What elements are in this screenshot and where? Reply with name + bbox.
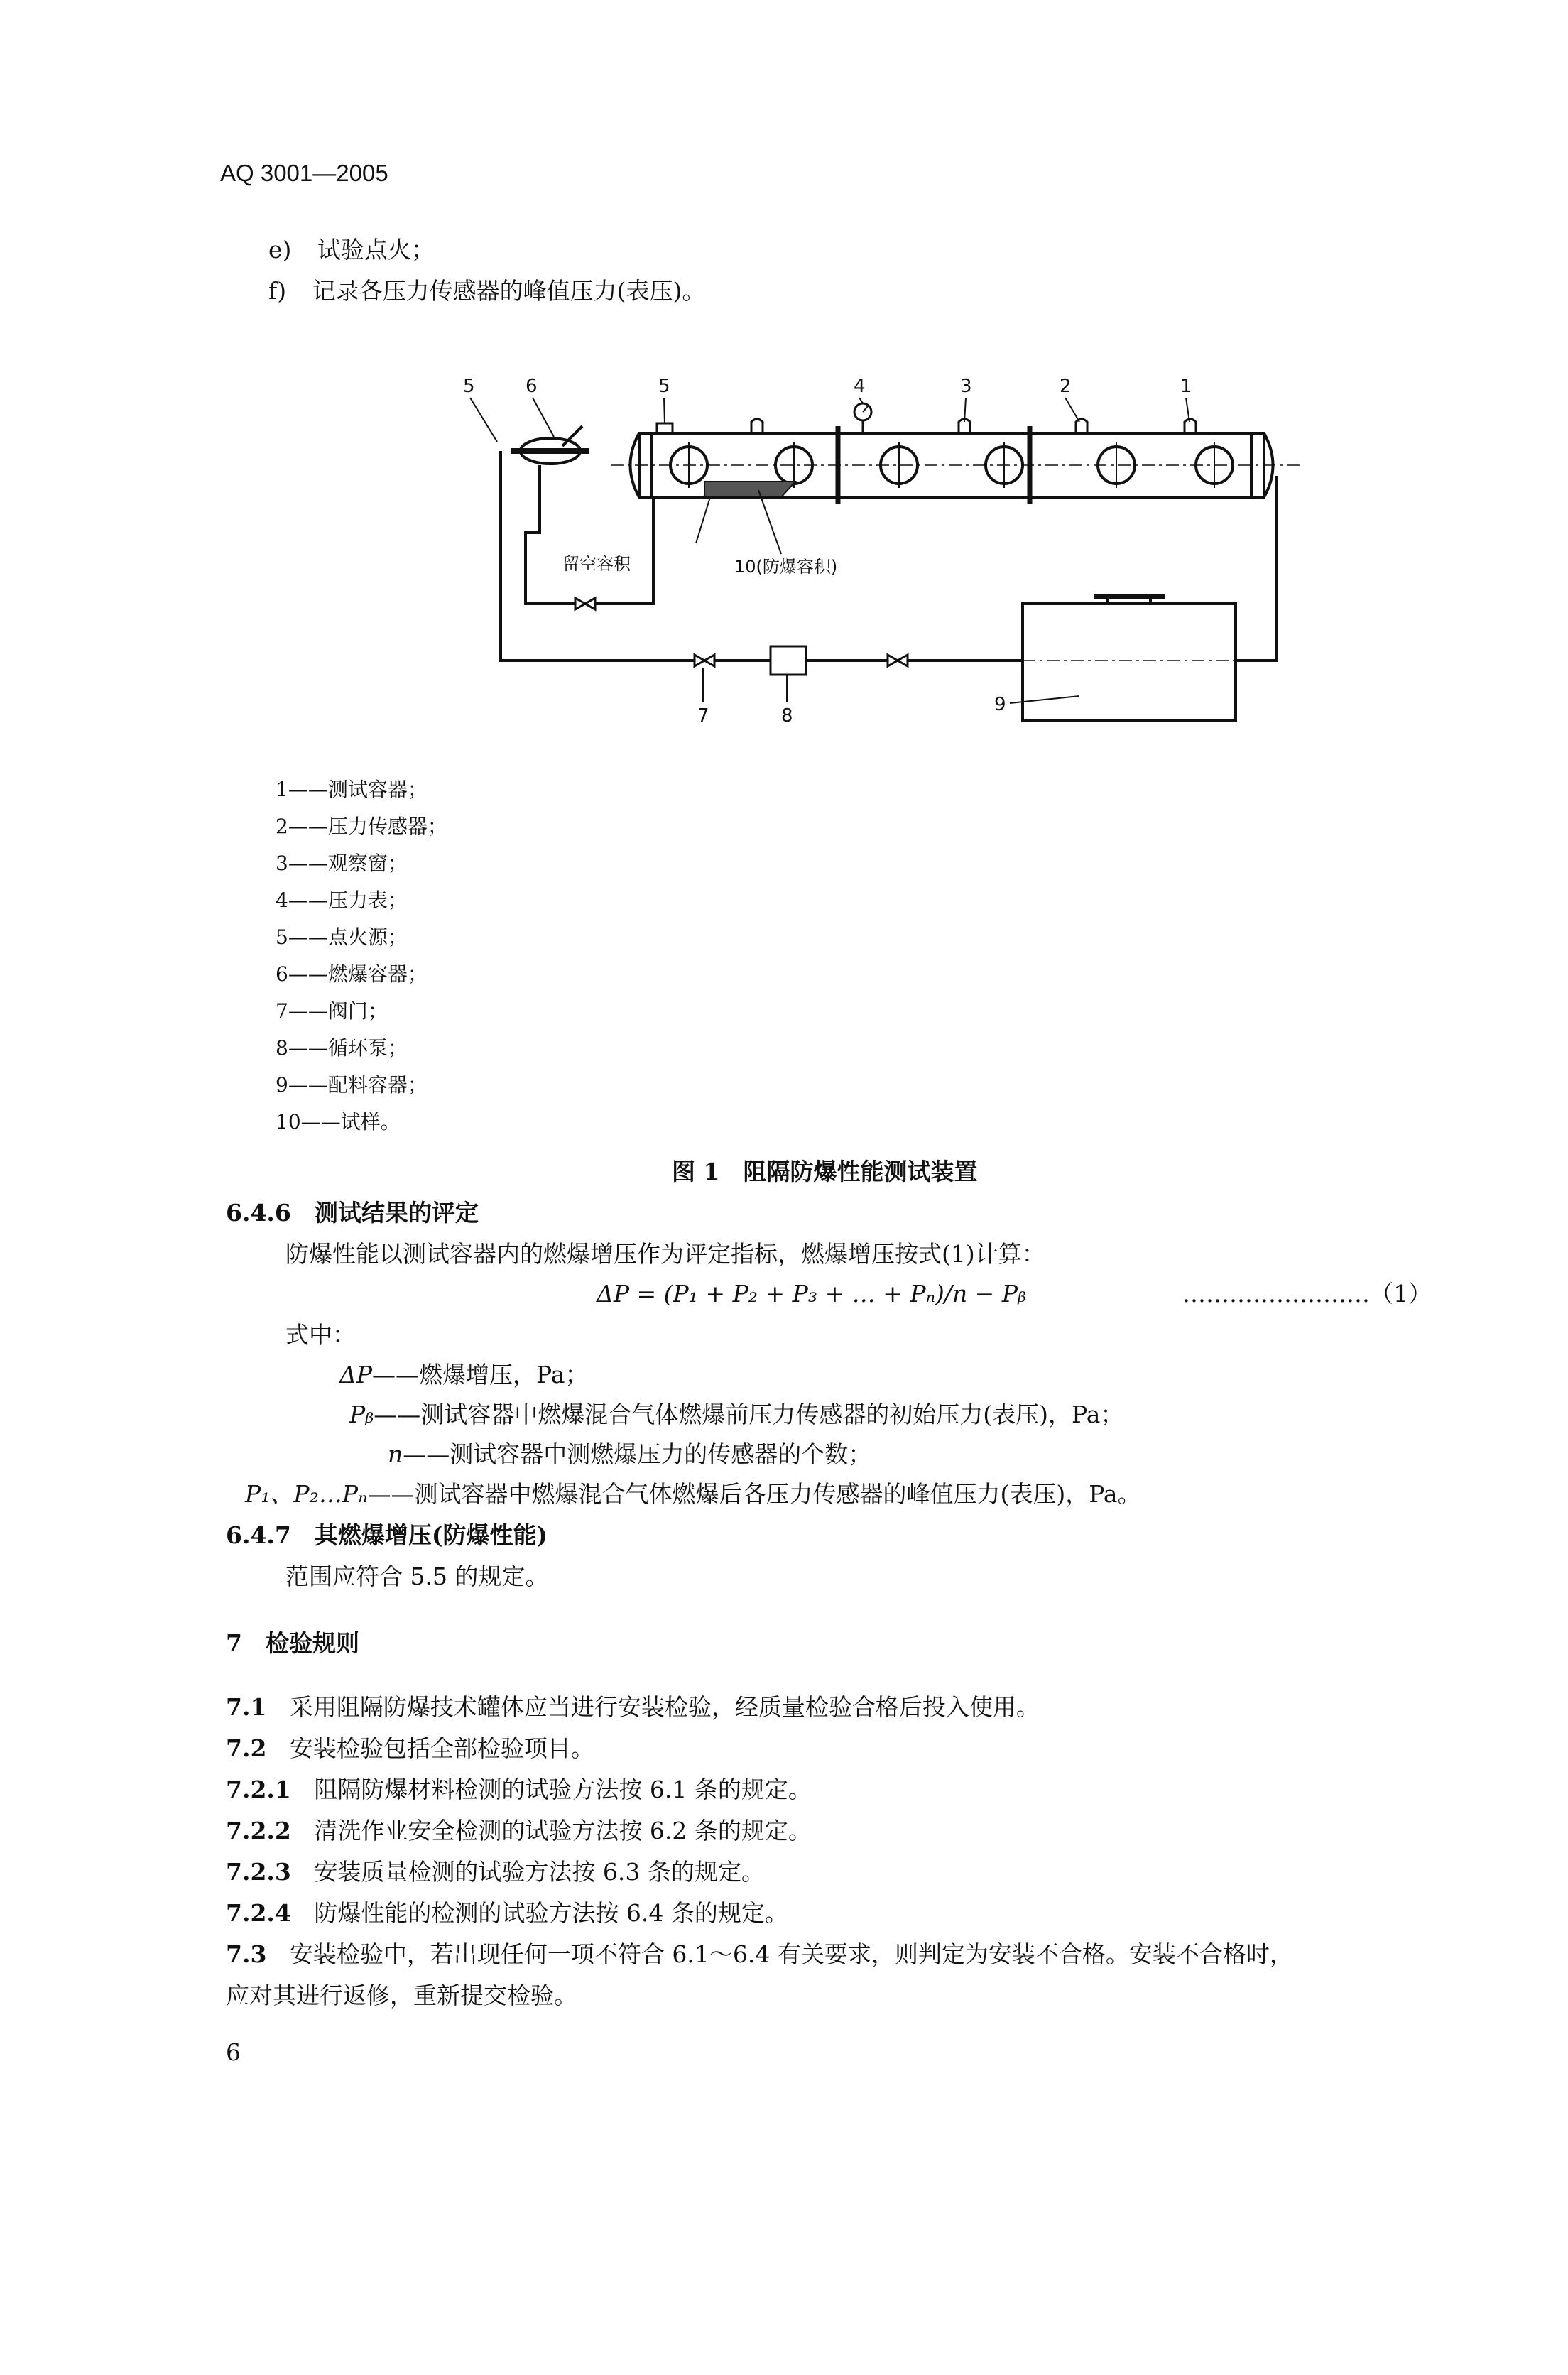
- callout-1: 1: [1180, 376, 1192, 397]
- clause-text: 安装质量检测的试验方法按 6.3 条的规定。: [314, 1858, 765, 1886]
- step-marker: f): [268, 277, 287, 305]
- step-text: 记录各压力传感器的峰值压力(表压)。: [312, 277, 706, 305]
- page-number: 6: [226, 2038, 241, 2066]
- callout-7: 7: [697, 705, 709, 727]
- clause-number: 7.2.3: [226, 1858, 291, 1886]
- legend-item: 2——压力传感器；: [276, 815, 447, 838]
- standard-number: AQ 3001—2005: [220, 160, 388, 186]
- callout-4: 4: [854, 376, 866, 397]
- clause-7-3-continued: 应对其进行返修，重新提交检验。: [226, 1982, 577, 2009]
- test-apparatus-diagram: [398, 362, 1491, 732]
- clause-number: 7.2.2: [226, 1817, 291, 1844]
- step-e: [268, 234, 435, 266]
- clause-text: 阻隔防爆材料检测的试验方法按 6.1 条的规定。: [314, 1776, 812, 1803]
- symbol-definition: [245, 1479, 1141, 1510]
- ignition-source-box: [657, 423, 673, 433]
- section-6-4-6-heading: 6.4.6 测试结果的评定: [226, 1199, 479, 1227]
- clause-text: 安装检验中，若出现任何一项不符合 6.1～6.4 有关要求，则判定为安装不合格。安装不合格时，: [289, 1940, 1293, 1968]
- step-text: 试验点火；: [317, 236, 435, 263]
- symbol: Pᵦ: [349, 1401, 374, 1428]
- formula-1: ΔP = (P₁ + P₂ + P₃ + … + Pₙ)/n − Pᵦ: [597, 1280, 1027, 1308]
- clause-text: 安装检验包括全部检验项目。: [289, 1734, 594, 1762]
- symbol-definition: [339, 1359, 588, 1391]
- section-6-4-7-heading: 6.4.7 其燃爆增压(防爆性能): [226, 1521, 548, 1549]
- section-6-4-6-intro: 防爆性能以测试容器内的燃爆增压作为评定指标，燃爆增压按式(1)计算：: [285, 1240, 1045, 1268]
- clause-number: 7.2: [226, 1734, 267, 1762]
- clause-7-2-3: [226, 1857, 765, 1888]
- clause-7-3: [226, 1939, 1293, 1970]
- valve-icon: [575, 598, 908, 666]
- section-6-4-7-text: 范围应符合 5.5 的规定。: [285, 1562, 549, 1590]
- legend-item: 3——观察窗；: [276, 852, 408, 875]
- symbol-description: ——测试容器中测燃爆压力的传感器的个数；: [403, 1440, 872, 1468]
- clause-text: 防爆性能的检测的试验方法按 6.4 条的规定。: [314, 1899, 788, 1927]
- clause-7-2-1: [226, 1774, 812, 1805]
- section-7-heading: 7 检验规则: [226, 1629, 359, 1657]
- callout-9: 9: [994, 694, 1006, 715]
- legend-item: 10——试样。: [276, 1110, 401, 1134]
- label-ullage-volume: 留空容积: [562, 554, 631, 574]
- mixing-container: [1023, 597, 1236, 721]
- sample-area: [704, 482, 795, 497]
- figure-caption: 图 1 阻隔防爆性能测试装置: [672, 1158, 978, 1185]
- figure-legend: [276, 776, 447, 1136]
- legend-item: 8——循环泵；: [276, 1036, 408, 1060]
- callout-2: 2: [1060, 376, 1072, 397]
- legend-item: 6——燃爆容器；: [276, 962, 428, 986]
- clause-7-2: [226, 1733, 594, 1764]
- callout-5: 5: [658, 376, 670, 397]
- step-f: [268, 276, 705, 307]
- step-marker: e): [268, 236, 292, 263]
- clause-7-2-4: [226, 1898, 788, 1929]
- where-label: 式中：: [285, 1321, 356, 1349]
- symbol: P₁、P₂…Pₙ: [245, 1480, 368, 1508]
- symbol-definition: [349, 1399, 1123, 1430]
- callout-3: 3: [960, 376, 972, 397]
- symbol-definition: [388, 1439, 871, 1470]
- symbol: n: [388, 1440, 403, 1468]
- clause-text: 清洗作业安全检测的试验方法按 6.2 条的规定。: [314, 1817, 812, 1844]
- formula-number: ……………………（1）: [1182, 1280, 1432, 1308]
- clause-number: 7.3: [226, 1940, 267, 1968]
- pressure-sensors: [751, 419, 1196, 433]
- pressure-gauge: [854, 403, 871, 433]
- clause-7-2-2: [226, 1815, 812, 1847]
- legend-item: 5——点火源；: [276, 925, 408, 949]
- legend-item: 4——压力表；: [276, 888, 408, 912]
- legend-item: 9——配料容器；: [276, 1073, 428, 1097]
- legend-item: 1——测试容器；: [276, 778, 428, 801]
- legend-item: 7——阀门；: [276, 999, 388, 1023]
- callout-6: 6: [526, 376, 538, 397]
- clause-number: 7.2.4: [226, 1899, 291, 1927]
- callout-5-left: 5: [463, 376, 475, 397]
- clause-text: 采用阻隔防爆技术罐体应当进行安装检验，经质量检验合格后投入使用。: [289, 1693, 1040, 1721]
- clause-number: 7.2.1: [226, 1776, 291, 1803]
- circulation-pump: [771, 646, 806, 675]
- symbol-description: ——测试容器中燃爆混合气体燃爆后各压力传感器的峰值压力(表压)，Pa。: [367, 1480, 1141, 1508]
- clause-7-1: [226, 1692, 1040, 1723]
- clause-number: 7.1: [226, 1693, 267, 1721]
- symbol-description: ——燃爆增压，Pa；: [372, 1361, 589, 1388]
- symbol-description: ——测试容器中燃爆混合气体燃爆前压力传感器的初始压力(表压)，Pa；: [374, 1401, 1124, 1428]
- symbol: ΔP: [339, 1361, 373, 1388]
- label-explosion-proof-volume: 10(防爆容积): [734, 557, 838, 577]
- explosion-vessel: [511, 426, 589, 464]
- callout-8: 8: [781, 705, 793, 727]
